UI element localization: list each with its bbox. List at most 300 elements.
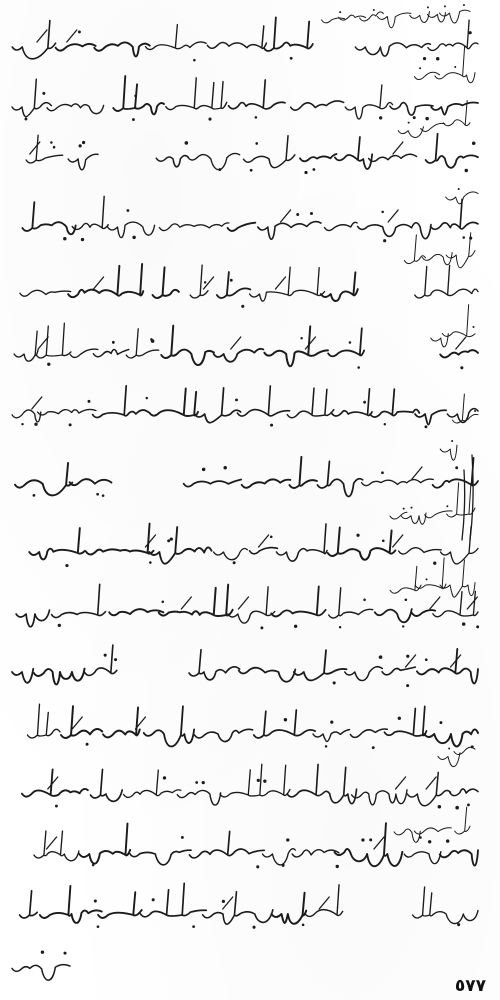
marginal-note-word	[394, 829, 420, 842]
handwritten-word	[424, 729, 478, 746]
diacritic-dot	[34, 423, 37, 426]
handwritten-word	[407, 772, 450, 805]
manuscript-line	[12, 645, 478, 687]
handwritten-word	[195, 388, 241, 423]
diacritic-dot	[423, 57, 426, 60]
diacritic-dot	[282, 864, 285, 867]
handwritten-word	[36, 323, 71, 358]
handwritten-word	[12, 965, 70, 980]
marginal-note-word	[321, 18, 344, 23]
diacritic-dot	[162, 601, 165, 604]
diacritic-dot	[235, 398, 238, 401]
handwritten-word	[15, 463, 72, 495]
text-lines	[12, 17, 479, 980]
diacritic-dot	[218, 168, 221, 171]
kaf-stroke	[393, 535, 403, 547]
marginal-note-word	[440, 560, 475, 597]
marginal-note-word	[447, 483, 475, 517]
diacritic-dot	[312, 168, 315, 171]
handwritten-word	[415, 265, 478, 298]
marginal-note-word	[401, 513, 426, 524]
manuscript-line	[29, 524, 478, 568]
diacritic-dot	[195, 781, 198, 784]
diacritic-dot	[134, 94, 137, 97]
diacritic-dot	[425, 117, 428, 120]
handwritten-word	[47, 104, 104, 114]
handwritten-word	[159, 585, 233, 616]
handwritten-word	[159, 223, 228, 231]
handwritten-word	[27, 704, 59, 738]
diacritic-dot	[425, 658, 428, 661]
handwritten-word	[217, 272, 250, 298]
diacritic-dot	[304, 171, 307, 174]
diacritic-dot	[152, 898, 155, 901]
kaf-stroke	[430, 597, 440, 609]
handwritten-word	[272, 893, 307, 924]
marginal-note-word	[414, 72, 439, 79]
handwritten-word	[177, 790, 220, 805]
diacritic-dot	[96, 493, 99, 496]
diacritic-dot	[411, 507, 413, 509]
diacritic-dot	[438, 805, 442, 809]
diacritic-dot	[286, 838, 289, 841]
kaf-stroke	[396, 777, 406, 789]
diacritic-dot	[132, 236, 135, 239]
manuscript-line	[12, 17, 478, 61]
handwritten-word	[426, 134, 478, 168]
diacritic-dot	[63, 952, 66, 955]
diacritic-dot	[330, 721, 333, 724]
diacritic-dot	[102, 494, 105, 497]
diacritic-dot	[439, 721, 442, 724]
kaf-stroke	[467, 597, 477, 609]
handwritten-word	[294, 650, 347, 680]
diacritic-dot	[241, 305, 244, 308]
handwritten-word	[328, 328, 364, 356]
handwritten-word	[428, 20, 478, 50]
diacritic-dot	[426, 578, 428, 580]
kaf-stroke	[388, 210, 398, 222]
handwritten-word	[12, 669, 33, 683]
diacritic-dot	[373, 9, 375, 11]
diacritic-dot	[381, 471, 384, 474]
handwritten-word	[239, 668, 296, 682]
handwritten-word	[237, 386, 289, 416]
handwritten-word	[130, 850, 191, 865]
handwritten-word	[70, 479, 112, 485]
diacritic-dot	[202, 468, 206, 472]
handwritten-word	[335, 137, 372, 169]
handwritten-word	[156, 156, 188, 167]
handwritten-word	[345, 85, 392, 119]
handwritten-word	[93, 386, 149, 418]
handwritten-word	[161, 326, 214, 365]
manuscript-line	[12, 76, 478, 121]
handwritten-word	[12, 410, 41, 422]
handwritten-word	[242, 479, 291, 487]
marginal-note-word	[425, 511, 452, 518]
diacritic-dot	[104, 654, 107, 657]
page-number: ٥٧٧	[454, 976, 486, 996]
kaf-stroke	[305, 337, 315, 349]
marginal-note-word	[422, 253, 452, 265]
kaf-stroke	[37, 30, 47, 42]
diacritic-dot	[457, 923, 460, 926]
diacritic-dot	[112, 341, 115, 344]
diacritic-dot	[406, 655, 409, 658]
vertical-marginal-note	[462, 455, 473, 540]
handwritten-word	[214, 548, 248, 559]
handwritten-word	[382, 667, 415, 675]
manuscript-line	[12, 386, 478, 428]
diacritic-dot	[53, 146, 56, 149]
diacritic-dot	[349, 341, 352, 344]
handwritten-word	[40, 886, 102, 923]
diacritic-dot	[42, 92, 45, 95]
handwritten-word	[264, 17, 313, 51]
handwritten-word	[440, 350, 478, 357]
diacritic-dot	[252, 926, 255, 929]
handwritten-word	[250, 548, 278, 554]
kaf-stroke	[374, 837, 384, 849]
diacritic-dot	[97, 925, 100, 928]
handwritten-word	[350, 729, 387, 737]
handwritten-word	[250, 267, 325, 301]
manuscript-line	[26, 134, 478, 174]
handwritten-word	[334, 823, 402, 866]
manuscript-line	[34, 823, 478, 868]
handwritten-word	[34, 831, 79, 861]
handwritten-word	[287, 764, 356, 803]
diacritic-dot	[325, 745, 328, 748]
diacritic-dot	[413, 116, 416, 119]
kaf-stroke	[426, 777, 436, 789]
manuscript-line	[16, 584, 479, 629]
handwritten-word	[184, 480, 242, 487]
handwritten-word	[289, 457, 317, 488]
handwritten-word	[86, 524, 154, 555]
diacritic-dot	[356, 534, 359, 537]
handwritten-word	[287, 388, 333, 418]
handwritten-word	[390, 103, 433, 116]
handwritten-word	[329, 588, 373, 618]
diacritic-dot	[127, 209, 130, 212]
handwritten-word	[109, 609, 163, 615]
handwritten-word	[22, 769, 88, 796]
kaf-stroke	[30, 142, 40, 154]
diacritic-dot	[270, 424, 273, 427]
handwritten-word	[214, 349, 264, 362]
handwritten-word	[362, 479, 434, 486]
diacritic-dot	[381, 211, 384, 214]
diacritic-dot	[270, 536, 273, 539]
handwritten-word	[384, 706, 426, 736]
diacritic-dot	[170, 537, 173, 540]
handwritten-word	[244, 136, 295, 168]
diacritic-dot	[444, 5, 446, 7]
diacritic-dot	[403, 508, 405, 510]
kaf-stroke	[281, 210, 291, 222]
handwritten-word	[358, 223, 431, 239]
marginal-note-word	[439, 10, 470, 23]
diacritic-dot	[284, 718, 287, 721]
handwritten-word	[153, 267, 179, 298]
diacritic-dot	[21, 423, 23, 425]
diacritic-dot	[300, 337, 302, 339]
diacritic-dot	[65, 564, 68, 567]
diacritic-dot	[92, 864, 94, 866]
diacritic-dot	[233, 561, 236, 564]
handwritten-word	[276, 524, 327, 561]
diacritic-dot	[296, 213, 299, 216]
handwritten-word	[207, 26, 266, 49]
marginal-note-word	[398, 127, 423, 138]
diacritic-dot	[257, 779, 260, 782]
diacritic-dot	[424, 425, 427, 428]
marginal-note-word	[446, 233, 475, 268]
diacritic-dot	[146, 397, 148, 399]
diacritic-dot	[208, 118, 211, 121]
diacritic-dot	[383, 239, 386, 242]
marginal-note-word	[377, 13, 410, 28]
diacritic-dot	[250, 169, 253, 172]
manuscript-line	[14, 323, 478, 369]
handwritten-word	[113, 76, 164, 114]
diacritic-dot	[398, 717, 401, 720]
handwritten-word	[72, 196, 108, 229]
kaf-stroke	[456, 337, 466, 349]
diacritic-dot	[181, 836, 184, 839]
marginal-note-word	[427, 13, 445, 22]
handwritten-word	[417, 649, 478, 684]
handwritten-word	[258, 222, 321, 240]
diacritic-dot	[310, 212, 313, 215]
marginal-note-word	[440, 445, 457, 460]
handwritten-word	[12, 79, 51, 116]
diacritic-dot	[41, 950, 44, 953]
kaf-stroke	[94, 277, 104, 289]
diacritic-dot	[446, 505, 448, 507]
diacritic-dot	[436, 57, 440, 61]
diacritic-dot	[428, 840, 431, 843]
diacritic-dot	[446, 839, 449, 842]
handwritten-word	[369, 154, 417, 161]
handwritten-word	[328, 528, 396, 560]
handwritten-word	[98, 892, 142, 918]
diacritic-dot	[86, 743, 89, 746]
diacritic-dot	[63, 237, 66, 240]
handwritten-word	[140, 883, 206, 916]
diacritic-dot	[132, 118, 135, 121]
diacritic-dot	[47, 363, 50, 366]
kaf-stroke	[47, 837, 57, 849]
diacritic-dot	[460, 366, 463, 369]
diacritic-dot	[369, 838, 372, 841]
handwritten-word	[61, 706, 102, 738]
handwritten-word	[93, 350, 128, 357]
manuscript-line	[20, 264, 478, 308]
diacritic-dot	[339, 11, 341, 13]
diacritic-dot	[302, 924, 305, 927]
diacritic-dot	[462, 622, 465, 625]
diacritic-dot	[260, 626, 263, 629]
diacritic-dot	[463, 4, 465, 6]
diacritic-dot	[290, 57, 293, 60]
handwritten-word	[56, 44, 96, 51]
diacritic-dot	[408, 122, 410, 124]
handwritten-word	[79, 824, 130, 864]
handwritten-word	[189, 650, 240, 680]
diacritic-dot	[406, 684, 409, 687]
handwritten-word	[149, 527, 211, 564]
diacritic-dot	[81, 238, 84, 241]
diacritic-dot	[94, 900, 97, 903]
manuscript-line	[22, 196, 478, 242]
diacritic-dot	[88, 400, 91, 403]
handwritten-word	[14, 331, 38, 361]
handwritten-word	[412, 610, 435, 616]
diacritic-dot	[339, 626, 341, 628]
handwritten-word	[26, 135, 63, 163]
kaf-stroke	[412, 467, 422, 479]
handwritten-word	[370, 389, 419, 417]
diacritic-dot	[451, 440, 453, 442]
kaf-stroke	[67, 30, 77, 42]
handwritten-word	[413, 887, 478, 923]
diacritic-dot	[419, 67, 421, 69]
handwritten-word	[404, 852, 441, 864]
handwritten-word	[12, 21, 55, 59]
marginal-note-word	[410, 12, 430, 23]
handwritten-word	[94, 42, 149, 56]
handwritten-word	[29, 528, 85, 559]
handwritten-word	[195, 729, 253, 741]
diacritic-dot	[193, 59, 196, 62]
handwritten-word	[124, 770, 181, 797]
diacritic-dot	[202, 781, 205, 784]
manuscript-line	[20, 883, 478, 928]
marginal-note-word	[339, 15, 366, 20]
diacritic-dot	[50, 141, 53, 144]
kaf-stroke	[393, 142, 403, 154]
handwritten-word	[68, 154, 98, 170]
kaf-stroke	[259, 535, 269, 547]
marginal-note-word	[438, 753, 460, 767]
handwritten-word	[313, 730, 350, 742]
diacritic-dot	[151, 339, 154, 342]
diacritic-dot	[372, 746, 375, 749]
handwritten-word	[108, 222, 155, 238]
diacritic-dot	[454, 66, 456, 68]
kaf-stroke	[319, 897, 329, 909]
diacritic-dot	[382, 539, 385, 542]
marginal-notes	[321, 4, 478, 842]
marginal-note-word	[435, 46, 475, 83]
handwritten-word	[203, 892, 273, 924]
marginal-note-word	[455, 807, 470, 834]
manuscript-line	[22, 764, 478, 809]
diacritic-dot	[69, 423, 72, 426]
handwritten-word	[22, 202, 75, 234]
diacritic-dot	[363, 599, 366, 602]
handwritten-word	[34, 669, 85, 685]
handwritten-word	[38, 409, 96, 415]
diacritic-dot	[255, 116, 258, 119]
marginal-note-word	[442, 305, 475, 337]
diacritic-dot	[58, 624, 61, 627]
diacritic-dot	[357, 366, 360, 369]
handwritten-word	[144, 706, 194, 746]
diacritic-dot	[462, 236, 465, 239]
handwritten-word	[149, 389, 198, 416]
handwritten-word	[229, 80, 285, 109]
diacritic-dot	[379, 116, 382, 119]
handwritten-word	[188, 153, 240, 169]
handwritten-word	[431, 199, 478, 229]
handwritten-word	[20, 891, 38, 918]
handwritten-word	[305, 885, 343, 917]
marginal-note-word	[446, 192, 478, 204]
handwritten-word	[68, 264, 143, 297]
handwritten-word	[52, 584, 106, 617]
handwritten-word	[85, 645, 117, 675]
manuscript-line	[27, 704, 478, 749]
marginal-note-word	[421, 123, 445, 131]
marginal-note-word	[390, 566, 421, 593]
diacritic-dot	[79, 144, 82, 147]
diacritic-dot	[78, 30, 81, 33]
diacritic-dot	[114, 658, 117, 661]
kaf-stroke	[223, 897, 233, 909]
diacritic-dot	[363, 401, 366, 404]
diacritic-dot	[192, 925, 195, 928]
diacritic-dot	[223, 466, 226, 469]
marginal-note-word	[431, 334, 448, 347]
handwritten-word	[375, 609, 412, 622]
diacritic-dot	[474, 410, 476, 412]
handwritten-word	[90, 769, 122, 801]
handwritten-word	[300, 154, 337, 161]
diacritic-dot	[361, 838, 364, 841]
handwritten-word	[262, 849, 295, 865]
diacritic-dot	[185, 141, 189, 145]
handwritten-word	[440, 850, 478, 865]
diacritic-dot	[33, 494, 36, 497]
diacritic-dot	[222, 900, 225, 903]
diacritic-dot	[402, 625, 404, 627]
diacritic-dot	[472, 326, 474, 328]
handwritten-word	[324, 222, 357, 230]
handwritten-word	[228, 223, 256, 231]
kaf-stroke	[275, 277, 285, 289]
manuscript-line	[12, 950, 70, 980]
handwritten-word	[20, 290, 71, 296]
handwritten-word	[264, 326, 328, 366]
diacritic-dot	[465, 169, 468, 172]
diacritic-dot	[472, 141, 476, 145]
handwritten-word	[352, 790, 407, 805]
marginal-note-word	[404, 235, 425, 264]
handwritten-word	[355, 43, 430, 56]
kaf-stroke	[145, 535, 155, 547]
diacritic-dot	[82, 141, 85, 144]
diacritic-dot	[458, 188, 460, 190]
manuscript-line	[15, 457, 478, 497]
diacritic-dot	[476, 625, 479, 628]
diacritic-dot	[336, 865, 339, 868]
diacritic-dot	[230, 279, 233, 282]
handwritten-word	[399, 548, 442, 554]
